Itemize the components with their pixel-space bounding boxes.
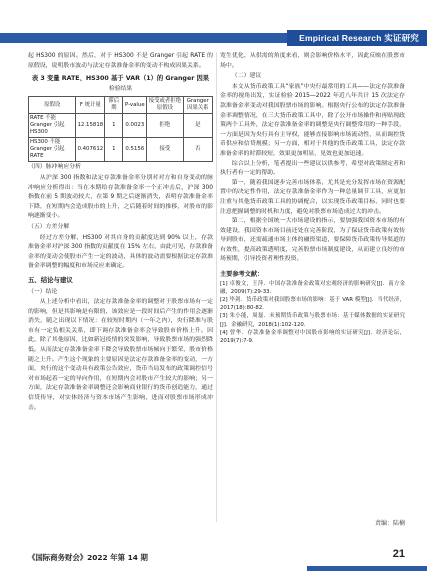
left-column [28,52,213,413]
table-cell: 1 [105,114,123,138]
table-subtitle: 检验结果 [108,85,133,92]
references-title: 主要参考文献： [220,271,264,279]
paragraph: 第一，随着我国逐步完善市场体系，尤其是充分发挥市场在资源配置中的决定性作用，法定存款准备金率作为一种总量调节工具，应更加注重与其他货币政策工具的协调配合，以实现货币政策目标，同时也要注意把握调整的时机和力度，避免对股票市场造成过大的冲击。 [220,179,405,215]
paragraph: 起 HS300 的原因。然后，对于 HS300 不是 Granger 引起 RATE 的原假设，说明股市波动与法定存款准备金率的变动不构成因果关系。 [28,53,213,69]
subsection-title: （五）方差分解 [28,223,70,230]
granger-table [28,96,213,162]
page-footer [0,540,427,575]
table-header-cell: F 统计量 [76,97,105,114]
header-banner [0,0,427,48]
table-cell: 否 [183,138,212,162]
table-header-cell: 原假设 [29,97,76,114]
table-title: 表 3 变量 RATE、HS300 基于 VAR（1）的 Granger 因果 [31,75,210,83]
reference-item: [3] 朱小能，周磊．未预期货币政策与股票市场：基于媒体数据的实证研究[J]．金融研究，2018(1):102-120. [220,313,405,328]
paragraph: 综合以上分析，笔者提出一些建议以供参考，希望对政策制定者和执行者有一定的帮助。 [220,160,405,177]
editor-credit: 责编：陆楠 [374,520,405,527]
table-row [29,138,213,162]
reference-item: [2] 毕剑．货币政策对我国股票市场的影响：基于 VAR 模型[J]．当代经济，2017(18):80-82. [220,297,405,312]
subsection-title: （四）脉冲响应分析 [28,164,82,171]
reference-item: [1] 卓俊文，王萍．中国存款准备金政策对宏观经济的影响研究[J]．南方金融，2009(7):29-33. [220,280,405,295]
section-tag: Empirical Research 实证研究 [287,30,427,46]
table-header-cell: 滞后期 [105,97,123,114]
table-header-cell: P-value [123,97,147,114]
table-row [29,114,213,138]
table-cell: 12.15818 [76,114,105,138]
subsection-title: （一）结论 [28,288,58,295]
table-cell: 拒绝 [147,114,183,138]
page-number: 21 [392,548,405,560]
table-cell: 接受 [147,138,183,162]
table-header-row [29,97,213,114]
table-cell: 0.0023 [123,114,147,138]
paragraph: 本文从货币政策工具“家族”中央行最常用的工具——法定存款准备金率的视角出发，实证检验 2015—2022 年近八年共计 15 次法定存款准备金率变动对我国股票市场的影响。根据央行公布的法定存款准备金率调整情况，在三大货币政策工具中，除了公开市场操作和再贴现政策两个工具外，法定存款准备金率的调整是央行调整常用的一种手段，一方面是因为央行具有主导权，能够直接影响市场流动性，从而调控货币供应和信贷规模；另一方面，相对于其他的货币政策工具，法定存款准备金率的时滞较短，效果更加明显，见效也更加迅速。 [220,83,405,157]
reference-item: [4] 曾华．存款准备金率调整对中国股市影响的实证研究[J]．经济论坛，2019(7):7-9. [220,329,405,345]
table-cell: 0.5156 [123,138,147,162]
footer-bar [307,566,427,571]
table-cell: HS300 不能 Granger 引起 RATE [29,138,76,162]
paragraph: 宽生优化，从供需的角度来看，则会影响价格水平，因此反映在股票市场中。 [220,53,405,69]
table-header-cell: Granger 因果关系 [183,97,212,114]
section-title: 五、结论与建议 [28,275,73,284]
right-column [220,52,405,345]
table-cell: 0.407612 [76,138,105,162]
paragraph: 从沪深 300 指数和法定存款准备金率分别对对方和自身变动的脉冲响应分析得出：当在本期给存款准备金率一个正冲击后，沪深 300 指数在前 5 期波动较大，在第 9 期之后逐渐消失，表明存款准备金率下降，在短期内会造成股市的上升，之后随着时间的推移，对股市的影响逐渐变小。 [28,174,213,220]
table-cell: 1 [105,138,123,162]
table-cell: 是 [183,114,212,138]
paragraph: 经过方差分解，HS300 对其自身的贡献度达到 90% 以上，存款准备金率对沪深 300 指数的贡献度在 15% 左右，由此可见，存款准备金率的变动会使股市产生一定的波动，具体的波动需要根据法定存款准备金率调整的幅度和市场反应来确定。 [28,234,213,270]
journal-title: 《国际商务财会》2022 年第 14 期 [28,553,148,562]
table-header-cell: 接受或者拒绝原假设 [147,97,183,114]
paragraph: 第二，根据全国统一大市场建设的指示，要加强我国资本市场的有效建设，我国资本市场目前还处在完善阶段，为了保证货币政策有效传导到股市，还需疏通市场主体的融资渠道，要保障货币政策传导渠道的有效性，提高政策透明度，完善股票市场制度建设，从而建立良好的市场预期，引导投资者理性投资。 [220,218,405,263]
table-cell: RATE 不能 Granger 引起 HS300 [29,114,76,138]
paragraph: 从上述分析中看出，法定存款准备金率的调整对于股票市场有一定的影响，但是其影响是有限的，该效应是一段时间后产生的作用会逐渐消失，随之出现以下情况：在较短时期内（一年之内），央行降准与股市有一定负相关关系，即下调存款准备金率会导致股市价格上升。因此，除了其他原因，比如新冠疫情的突发影响，导致股票市场的强烈降低。从而法定存款准备金率下降会导致股票市场倾向于繁荣，股市价格随之上升。产生这个现象的主要原因是法定存款准备金率的变动，一方面，央行的这个变动具有政策公告效应，货币当局发布的政策调控信号对市场起着一定的导向作用，在短期内会对股市产生较大的影响；另一方面，法定存款准备金率调整还会影响商业银行的货币创造能力，通过信贷传导，对实体经济与资本市场产生影响，进而对股票市场形成冲击。 [28,299,213,411]
subsection-title: （二）建议 [231,73,262,80]
